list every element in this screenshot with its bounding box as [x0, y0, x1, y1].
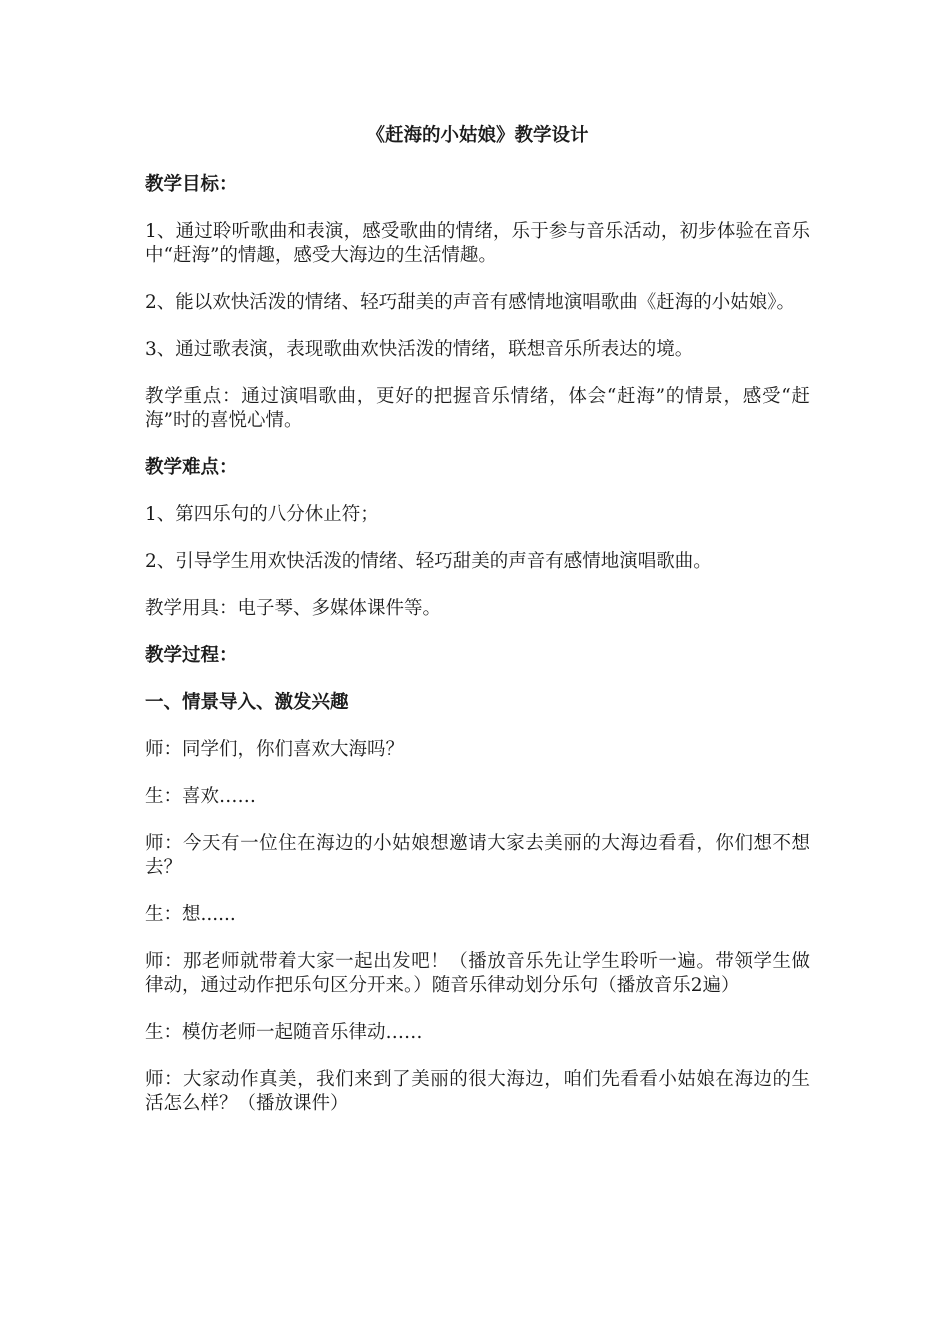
document-body [145, 124, 810, 1139]
paragraph-list [145, 173, 810, 1116]
paragraph: 1、第四乐句的八分休止符； [145, 504, 379, 525]
paragraph: 师：大家动作真美，我们来到了美丽的很大海边，咱们先看看小姑娘在海边的生活怎么样？（播放课件） [145, 1069, 810, 1114]
paragraph: 教学重点：通过演唱歌曲，更好的把握音乐情绪，体会“赶海”的情景，感受“赶海”时的喜悦心情。 [145, 386, 810, 431]
document-title: 《赶海的小姑娘》教学设计 [366, 125, 589, 146]
paragraph: 1、通过聆听歌曲和表演，感受歌曲的情绪，乐于参与音乐活动，初步体验在音乐中“赶海”的情趣，感受大海边的生活情趣。 [145, 221, 810, 266]
paragraph: 生：想...... [145, 904, 236, 925]
paragraph: 生：喜欢…… [145, 786, 257, 807]
paragraph: 生：模仿老师一起随音乐律动…… [145, 1022, 423, 1043]
paragraph: 师：今天有一位住在海边的小姑娘想邀请大家去美丽的大海边看看，你们想不想去？ [145, 833, 810, 878]
paragraph: 师：那老师就带着大家一起出发吧！（播放音乐先让学生聆听一遍。带领学生做律动，通过动作把乐句区分开来。）随音乐律动划分乐句（播放音乐2遍） [145, 951, 810, 996]
paragraph: 3、通过歌表演，表现歌曲欢快活泼的情绪，联想音乐所表达的境。 [145, 339, 694, 360]
section-heading: 教学难点： [145, 457, 238, 478]
section-heading: 教学目标： [145, 174, 238, 195]
paragraph: 教学用具：电子琴、多媒体课件等。 [145, 598, 442, 619]
paragraph: 师：同学们，你们喜欢大海吗？ [145, 739, 405, 760]
section-heading: 教学过程： [145, 645, 238, 666]
paragraph: 2、能以欢快活泼的情绪、轻巧甜美的声音有感情地演唱歌曲《赶海的小姑娘》。 [145, 292, 796, 313]
paragraph: 2、引导学生用欢快活泼的情绪、轻巧甜美的声音有感情地演唱歌曲。 [145, 551, 712, 572]
section-heading: 一、情景导入、激发兴趣 [145, 692, 349, 713]
